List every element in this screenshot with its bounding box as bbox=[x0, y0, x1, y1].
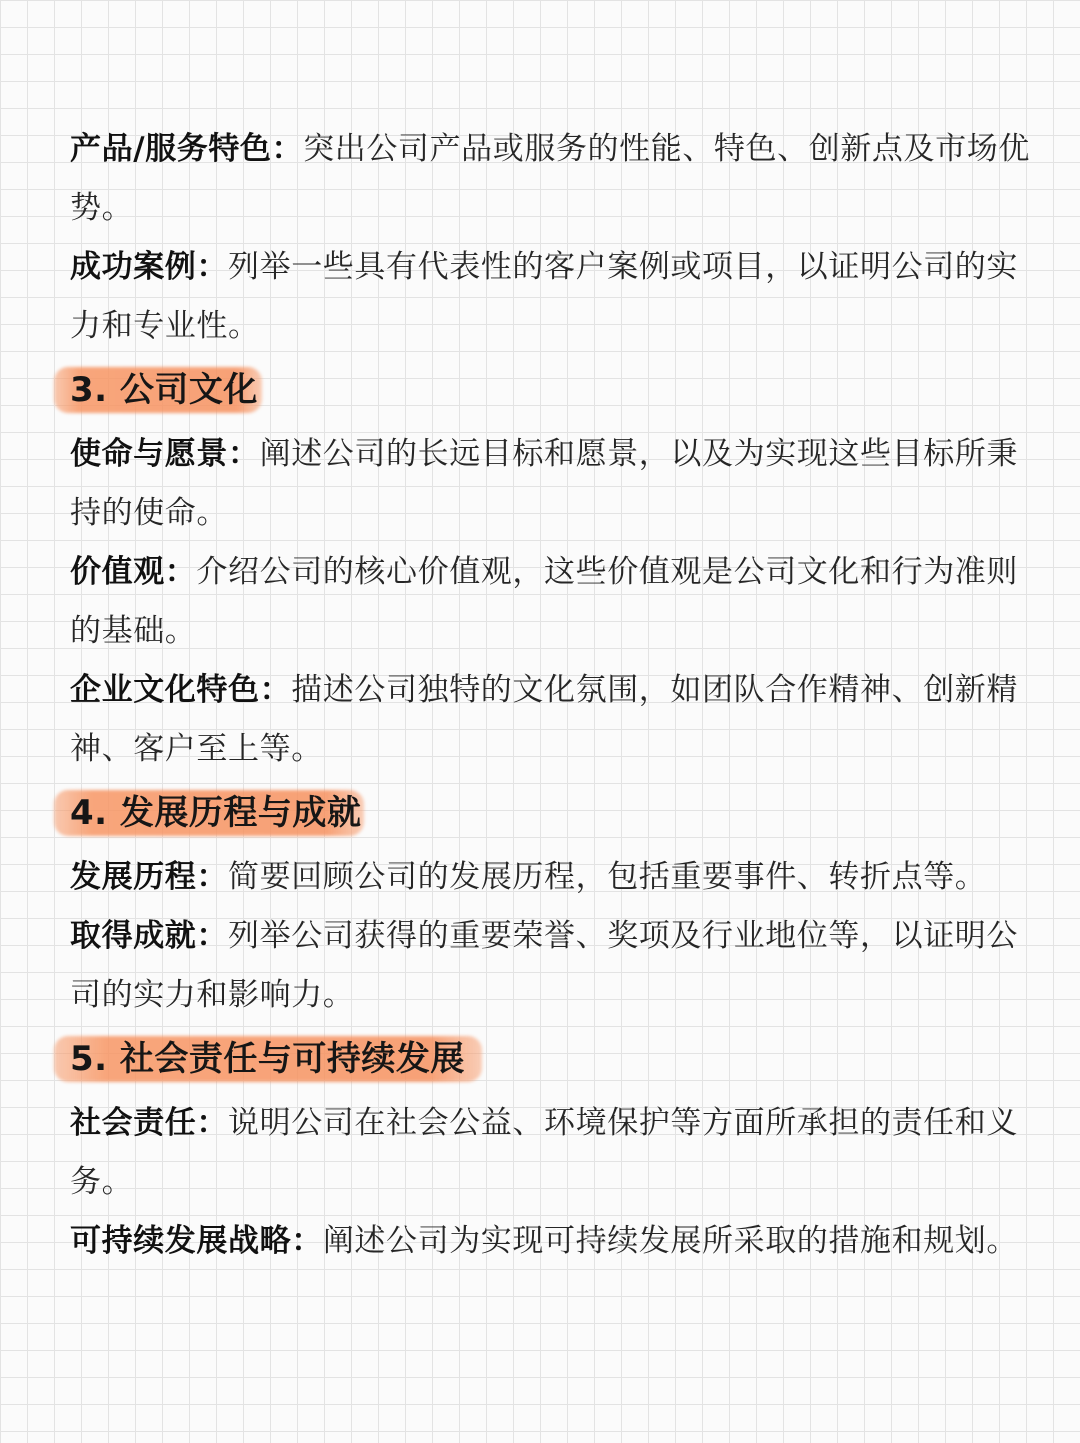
paragraph-label: 企业文化特色： bbox=[70, 672, 292, 708]
document-body bbox=[70, 120, 1036, 1271]
paragraph-label: 可持续发展战略： bbox=[70, 1223, 323, 1259]
paragraph-label: 发展历程： bbox=[70, 859, 228, 895]
section-heading-culture bbox=[70, 359, 1036, 421]
paragraph-text: 列举一些具有代表性的客户案例或项目，以证明公司的实力和专业性。 bbox=[70, 249, 1018, 344]
section-title: 3. 公司文化 bbox=[70, 370, 258, 410]
paragraph-text: 阐述公司的长远目标和愿景，以及为实现这些目标所秉持的使命。 bbox=[70, 436, 1019, 531]
section-heading-responsibility bbox=[70, 1028, 1036, 1090]
paragraph-text: 介绍公司的核心价值观，这些价值观是公司文化和行为准则的基础。 bbox=[70, 554, 1019, 649]
section-title: 4. 发展历程与成就 bbox=[70, 793, 362, 833]
paragraph-values bbox=[70, 543, 1036, 661]
paragraph-label: 成功案例： bbox=[70, 249, 228, 285]
section-heading-history bbox=[70, 782, 1036, 844]
paragraph-label: 价值观： bbox=[70, 554, 197, 590]
paragraph-mission-vision bbox=[70, 425, 1036, 543]
paragraph-text: 突出公司产品或服务的性能、特色、创新点及市场优势。 bbox=[70, 131, 1030, 226]
paragraph-social-responsibility bbox=[70, 1094, 1036, 1212]
paragraph-text: 简要回顾公司的发展历程，包括重要事件、转折点等。 bbox=[228, 859, 987, 895]
paragraph-text: 阐述公司为实现可持续发展所采取的措施和规划。 bbox=[322, 1223, 1019, 1259]
paragraph-history bbox=[70, 848, 1036, 907]
paragraph-culture-features bbox=[70, 661, 1036, 779]
section-title: 5. 社会责任与可持续发展 bbox=[70, 1039, 465, 1079]
paragraph-success-cases bbox=[70, 238, 1036, 356]
paragraph-text: 列举公司获得的重要荣誉、奖项及行业地位等，以证明公司的实力和影响力。 bbox=[70, 918, 1018, 1013]
paragraph-label: 使命与愿景： bbox=[70, 436, 260, 472]
paragraph-label: 社会责任： bbox=[70, 1105, 228, 1141]
paragraph-label: 取得成就： bbox=[70, 918, 228, 954]
paragraph-achievements bbox=[70, 907, 1036, 1025]
paragraph-sustainability bbox=[70, 1212, 1036, 1271]
paragraph-label: 产品/服务特色： bbox=[70, 131, 304, 167]
paragraph-text: 说明公司在社会公益、环境保护等方面所承担的责任和义务。 bbox=[70, 1105, 1018, 1200]
paragraph-product-features bbox=[70, 120, 1036, 238]
paragraph-text: 描述公司独特的文化氛围，如团队合作精神、创新精神、客户至上等。 bbox=[70, 672, 1019, 767]
